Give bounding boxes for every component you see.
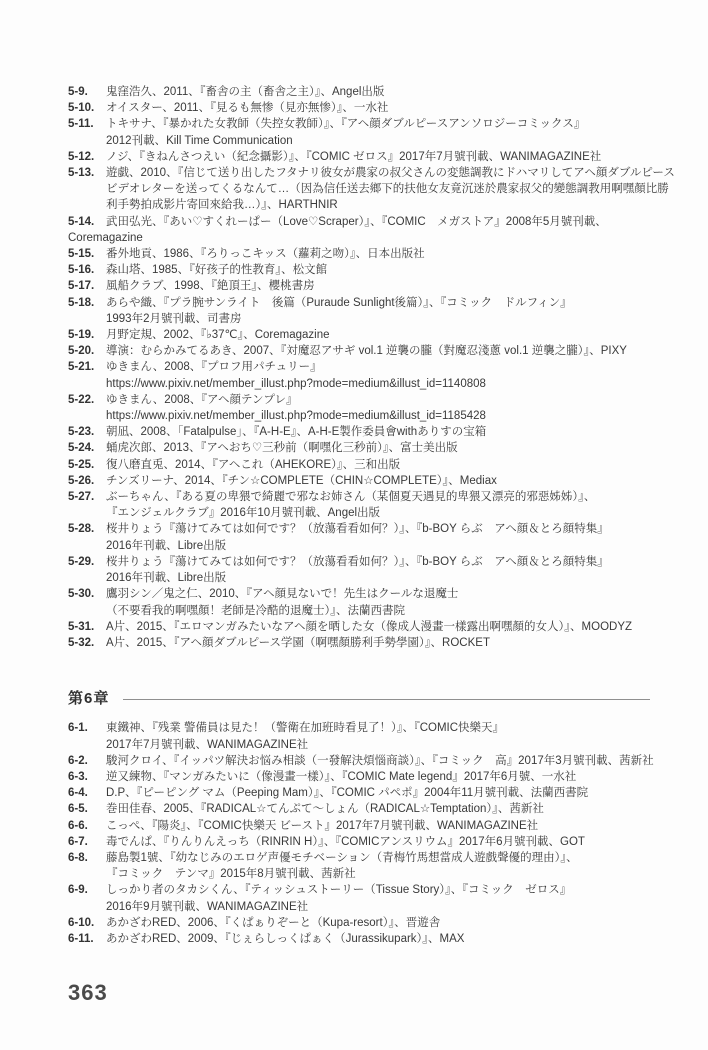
entry-number: 5-15. [68, 248, 95, 261]
entry-line [68, 116, 650, 132]
entry-continuation-line: 『エンジェルクラブ』2016年10月號刊載、Angel出版 [106, 507, 381, 520]
reference-list-content [68, 84, 675, 947]
entry-line [68, 801, 650, 817]
entry-line [68, 149, 650, 165]
entry-number: 5-18. [68, 296, 95, 309]
entry-number: 5-27. [68, 491, 95, 504]
entry-line [68, 327, 650, 343]
entry-line [68, 769, 650, 785]
entry-number: 6-8. [68, 851, 88, 864]
entry-line [68, 818, 650, 834]
entry-number: 5-9. [68, 86, 88, 98]
entry-number: 5-28. [68, 523, 95, 536]
chapter5-reference-entries [68, 84, 675, 651]
entry-number: 5-26. [68, 474, 95, 487]
entry-line [68, 359, 650, 375]
page-number: 363 [68, 980, 108, 1005]
entry-line [68, 100, 650, 116]
entry-text: 武田弘光、『あい♡すくれーぱー（Love♡Scraper）』、『COMIC メガストア』2008年5月號刊載、 [106, 215, 607, 228]
entry-text: 桜井りょう『蕩けてみては如何です？（放蕩看看如何？）』、『b-BOY らぶ アヘ顔＆とろ顔特集』 [106, 555, 609, 568]
entry-continuation-line: 利手勢拍成影片寄回來給我…）』、HARTHNIR [106, 199, 338, 212]
entry-number: 5-20. [68, 345, 95, 358]
entry-number: 5-10. [68, 102, 95, 115]
entry-text: あかざわRED、2006、『くぱぁりぞーと（Kupa-resort）』、晋遊舎 [106, 916, 441, 929]
entry-number: 6-1. [68, 722, 88, 735]
entry-line [68, 278, 650, 294]
entry-number: 5-32. [68, 636, 95, 649]
entry-number: 6-6. [68, 819, 88, 832]
entry-line [68, 165, 675, 181]
entry-number: 5-29. [68, 555, 95, 568]
entry-line [68, 262, 650, 278]
entry-line [68, 915, 650, 931]
entry-text: 桜井りょう『蕩けてみては如何です？（放蕩看看如何？）』、『b-BOY らぶ アヘ顔＆とろ顔特集』 [106, 523, 609, 536]
entry-text: ゆきまん、2008、『アヘ顔テンプレ』 [106, 393, 298, 406]
entry-number: 6-10. [68, 916, 95, 929]
entry-number: 5-17. [68, 280, 95, 293]
entry-number: 5-31. [68, 620, 95, 633]
entry-number: 5-21. [68, 361, 95, 374]
entry-line [68, 84, 650, 100]
entry-line [68, 554, 650, 570]
entry-continuation-line: 2016年9月號刊載、WANIMAGAZINE社 [106, 900, 309, 913]
entry-text: ゆきまん、2008、『プロフ用パチュリー』 [106, 361, 322, 374]
entry-continuation-line: Coremagazine [68, 231, 143, 244]
entry-text: 番外地貢、1986、『ろりっこキッス（蘿莉之吻）』、日本出版社 [106, 248, 425, 261]
entry-line [68, 343, 650, 359]
chapter6-reference-entries [68, 720, 654, 947]
entry-line [68, 392, 650, 408]
entry-text: ノジ、『きねんさつえい（紀念攝影）』、『COMIC ゼロス』2017年7月號刊載、WANIMAGAZINE社 [106, 150, 602, 163]
entry-number: 5-19. [68, 329, 95, 342]
entry-number: 6-5. [68, 803, 88, 816]
entry-continuation-line: 2016年刊載、Libre出版 [106, 572, 227, 585]
entry-line [68, 473, 650, 489]
entry-text: 藤島製1號、『幼なじみのエロゲ声優モチベーション（青梅竹馬想當成人遊戲聲優的理由）』、 [106, 851, 578, 864]
entry-line [68, 295, 650, 311]
entry-number: 6-9. [68, 884, 88, 897]
entry-text: 東鐵神、『残業 警備員は見た！（警衛在加班時看見了！）』、『COMIC快樂天』 [106, 722, 505, 735]
entry-text: 鷹羽シン／鬼之仁、2010、『アヘ顔見ないで！先生はクールな退魔士 [106, 588, 459, 601]
entry-continuation-line: 1993年2月號刊載、司書房 [106, 312, 242, 325]
entry-number: 5-11. [68, 118, 94, 131]
entry-text: しっかり者のタカシくん、『ティッシュストーリー（Tissue Story）』、『コミック ゼロス』 [106, 884, 572, 897]
entry-text: D.P、『ピーピング マム（Peeping Mam）』、『COMIC パペポ』2004年11月號刊載、法蘭西書院 [106, 787, 589, 800]
entry-number: 5-23. [68, 426, 95, 439]
entry-continuation-line: 『コミック テンマ』2015年8月號刊載、茜新社 [106, 868, 356, 881]
entry-number: 5-25. [68, 458, 95, 471]
entry-text: 森山塔、1985、『好孩子的性教育』、松文館 [106, 264, 328, 277]
entry-text: A片、2015、『エロマンガみたいなアヘ顔を晒した女（像成人漫畫一樣露出啊嘿顏的女人）』、MOODYZ [106, 620, 633, 633]
entry-line [68, 635, 650, 651]
entry-number: 6-2. [68, 754, 88, 767]
entry-text: 導演：むらかみてるあき、2007、『対魔忍アサギ vol.1 逆襲の朧（對魔忍淺蔥 vol.1 逆襲之朧）』、PIXY [106, 345, 627, 358]
entry-line [68, 619, 650, 635]
entry-text: あらや織、『プラ腕サンライト 後篇（Puraude Sunlight後篇）』、『コミック ドルフィン』 [106, 296, 572, 309]
entry-text: 遊戯、2010、『信じて送り出したフタナリ彼女が農家の叔父さんの変態調教にドハマリしてアヘ顔ダブルピース [106, 167, 675, 180]
entry-continuation-line: 2016年刊載、Libre出版 [106, 539, 227, 552]
entry-number: 5-22. [68, 393, 95, 406]
entry-line [68, 489, 650, 505]
entry-line [68, 440, 650, 456]
entry-text: ぶーちゃん、『ある夏の卑猥で綺麗で邪なお姉さん（某個夏天遇見的卑猥又漂亮的邪惡姊姊）』、 [106, 491, 596, 504]
entry-text: 月野定規、2002、『♭37℃』、Coremagazine [106, 329, 330, 342]
entry-line [68, 931, 650, 947]
entry-number: 5-13. [68, 167, 95, 180]
entry-text: 巻田佳春、2005、『RADICAL☆てんぷて〜しょん（RADICAL☆Temptation）』、茜新社 [106, 803, 544, 816]
entry-line [68, 424, 650, 440]
heading-rule [123, 699, 650, 700]
entry-text: こっぺ、『陽炎』、『COMIC快樂天 ビースト』2017年7月號刊載、WANIMAGAZINE社 [106, 819, 539, 832]
entry-number: 6-3. [68, 770, 88, 783]
entry-number: 5-12. [68, 150, 95, 163]
entry-line [68, 521, 650, 537]
entry-line [68, 246, 650, 262]
entry-continuation-line: https://www.pixiv.net/member_illust.php?mode=medium&illust_id=1140808 [106, 377, 486, 390]
entry-line [68, 785, 650, 801]
entry-continuation-line: https://www.pixiv.net/member_illust.php?mode=medium&illust_id=1185428 [106, 410, 486, 423]
entry-text: 復八磨直兎、2014、『アヘこれ（AHEKORE）』、三和出版 [106, 458, 401, 471]
entry-line [68, 214, 650, 230]
entry-continuation-line: ビデオレターを送ってくるなんて…（因為信任送去鄉下的扶他女友竟沉迷於農家叔父的變態調教用啊嘿顏比勝 [106, 183, 669, 196]
entry-text: あかざわRED、2009、『じぇらしっくぱぁく（Jurassikupark）』、MAX [106, 932, 465, 945]
chapter6-heading-label: 第6章 [68, 690, 110, 708]
entry-number: 5-30. [68, 588, 95, 601]
chapter6-heading-row [68, 691, 650, 707]
entry-number: 6-4. [68, 787, 88, 800]
entry-line [68, 753, 654, 769]
entry-text: チンズリーナ、2014、『チン☆COMPLETE（CHIN☆COMPLETE）』、Mediax [106, 474, 497, 487]
entry-number: 5-24. [68, 442, 95, 455]
entry-line [68, 834, 650, 850]
entry-text: 風船クラブ、1998、『絶頂王』、櫻桃書房 [106, 280, 315, 293]
entry-line [68, 720, 650, 736]
entry-text: 鬼窪浩久、2011、『畜舎の主（畜舎之主）』、Angel出版 [106, 86, 385, 98]
entry-number: 6-11. [68, 932, 94, 945]
entry-text: A片、2015、『アヘ顔ダブルピース学園（啊嘿顏勝利手勢學園）』、ROCKET [106, 636, 490, 649]
entry-line [68, 882, 650, 898]
entry-text: 駿河クロイ、『イッパツ解決お悩み相談（一發解決煩惱商談）』、『コミック 高』2017年3月號刊載、茜新社 [106, 754, 654, 767]
entry-continuation-line: （不要看我的啊嘿顏！老師是冷酷的退魔士）』、法蘭西書院 [106, 604, 405, 617]
entry-line [68, 457, 650, 473]
entry-text: 毒でんぱ、『りんりんえっち（RINRIN H）』、『COMICアンスリウム』2017年6月號刊載、GOT [106, 835, 585, 848]
entry-text: 逆又練物、『マンガみたいに（像漫畫一樣）』、『COMIC Mate legend』2017年6月號、一水社 [106, 770, 577, 783]
entry-line [68, 586, 650, 602]
entry-number: 5-14. [68, 215, 95, 228]
entry-number: 6-7. [68, 835, 88, 848]
entry-number: 5-16. [68, 264, 95, 277]
entry-continuation-line: 2012刊載、Kill Time Communication [106, 134, 293, 147]
entry-line [68, 850, 650, 866]
entry-text: トキサナ、『暴かれた女教師（失控女教師）』、『アヘ顔ダブルピースアンソロジーコミックス』 [106, 118, 586, 131]
entry-text: 蛹虎次郎、2013、『アヘおち♡三秒前（啊嘿化三秒前）』、富士美出版 [106, 442, 458, 455]
entry-text: オイスター、2011、『見るも無惨（見亦無惨）』、一水社 [106, 102, 389, 115]
entry-text: 朝凪、2008、「Fatalpulse」、『A-H-E』、A-H-E製作委員會withありすの宝箱 [106, 426, 487, 439]
entry-continuation-line: 2017年7月號刊載、WANIMAGAZINE社 [106, 738, 309, 751]
